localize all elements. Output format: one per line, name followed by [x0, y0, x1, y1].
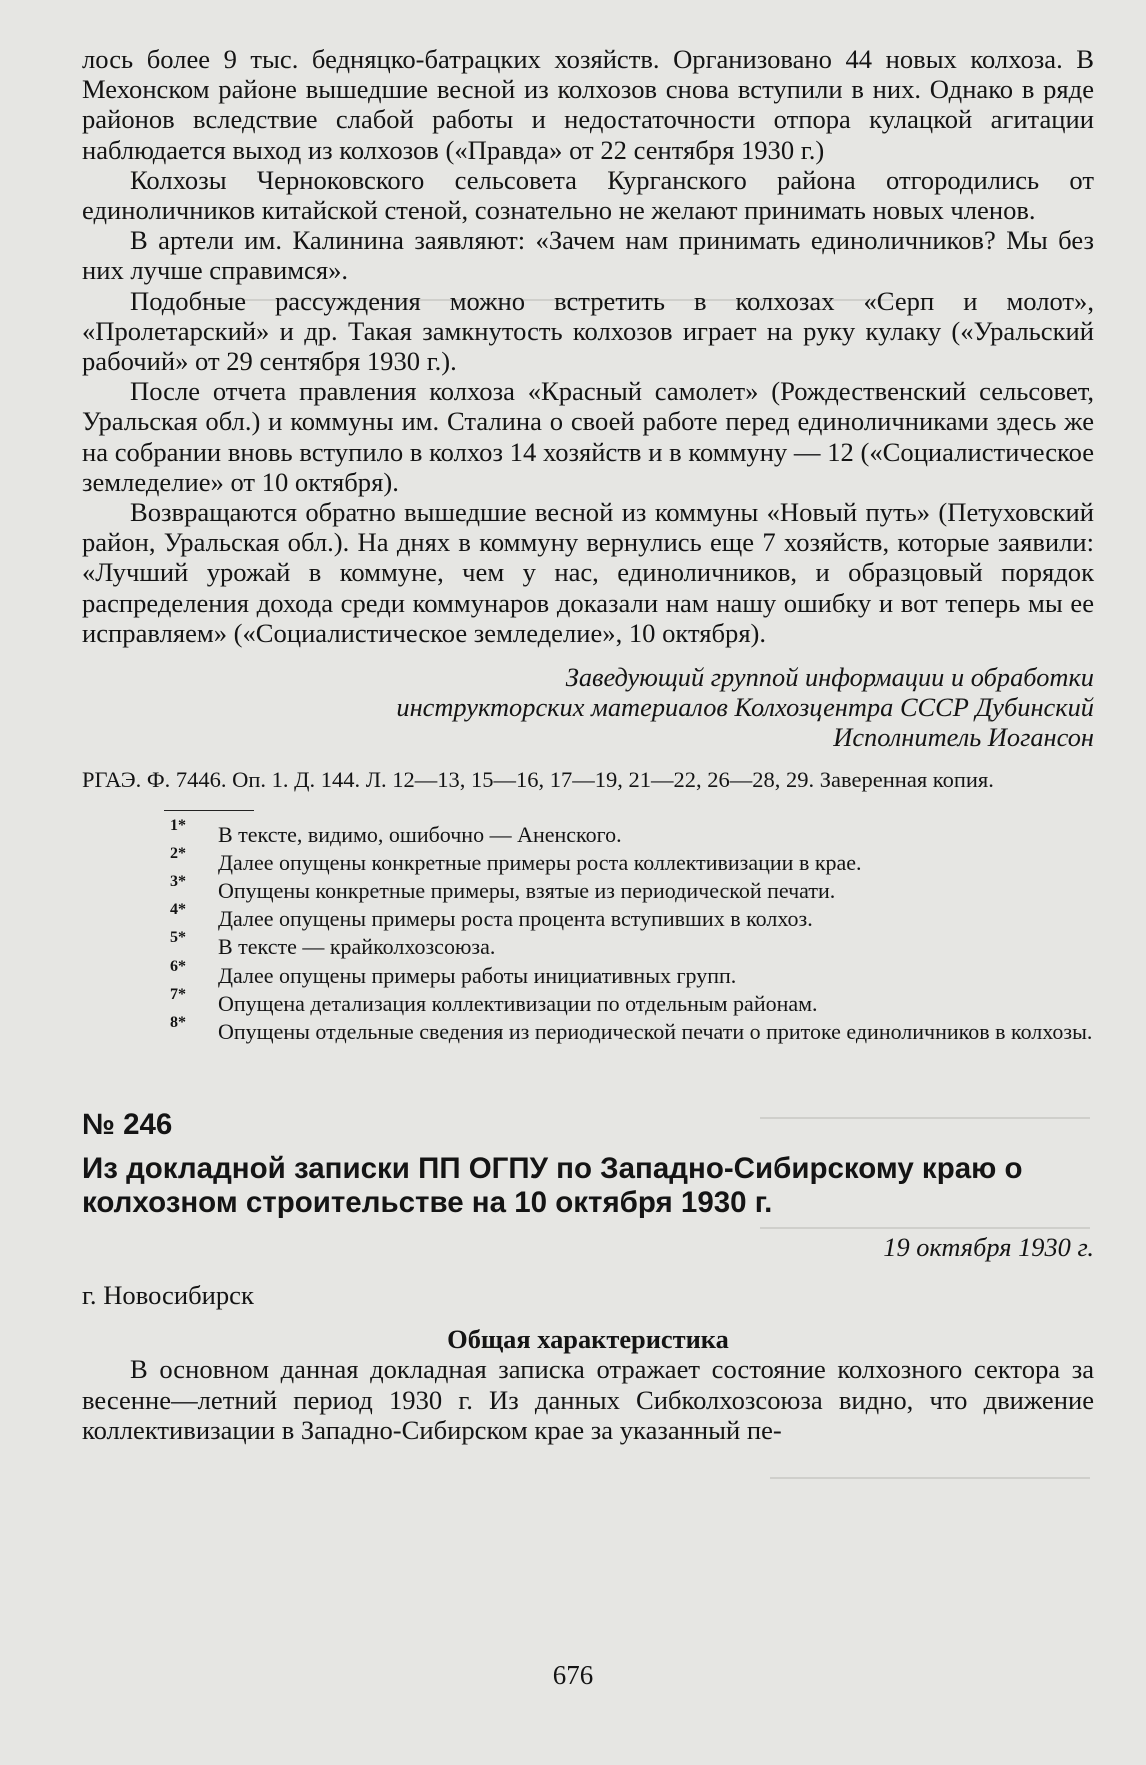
body-paragraph: Колхозы Черноковского сельсовета Курганского района отгородились от единоличников китайской стеной, сознательно не желают принимать новых членов. — [82, 164, 1094, 226]
footnote — [170, 844, 1094, 877]
body-paragraph: В основном данная докладная записка отражает состояние колхозного сектора за весенне—летний период 1930 г. Из данных Сибколхозсоюза видно, что движение коллективизации в Западно-Сибирском крае за указанный пе- — [82, 1354, 1094, 1445]
footnote-mark: 5* — [170, 929, 186, 947]
footnote-text: Далее опущены примеры работы инициативных групп. — [218, 962, 737, 988]
document-date: 19 октября 1930 г. — [883, 1232, 1094, 1263]
signature-line: инструкторских материалов Колхозцентра СССР Дубинский — [396, 692, 1094, 723]
footnotes — [82, 816, 1094, 1047]
document-title: Из докладной записки ПП ОГПУ по Западно-Сибирскому краю о колхозном строительстве на 10 октября 1930 г. — [82, 1152, 1023, 1220]
body-paragraph: Подобные рассуждения можно встретить в колхозах «Серп и молот», «Пролетарский» и др. Такая замкнутость колхозов играет на руку кулаку («Уральский рабочий» от 29 сентября 1930 г.). — [82, 285, 1094, 377]
footnote — [170, 985, 1094, 1018]
footnote-mark: 7* — [170, 985, 186, 1003]
footnote-mark: 1* — [170, 816, 186, 834]
footnote-mark: 3* — [170, 873, 186, 891]
footnote-text: Далее опущены примеры роста процента вступивших в колхоз. — [218, 906, 813, 932]
footnote — [170, 1014, 1094, 1046]
footnote-text: Опущена детализация коллективизации по отдельным районам. — [218, 990, 818, 1016]
footnote-mark: 8* — [170, 1014, 186, 1032]
footnote-mark: 2* — [170, 844, 186, 862]
footnote-mark: 4* — [170, 901, 186, 919]
document-number: № 246 — [82, 1108, 173, 1142]
signature-block — [82, 662, 1094, 753]
footnote-divider — [164, 810, 254, 811]
footnote-text: Далее опущены конкретные примеры роста коллективизации в крае. — [218, 849, 862, 875]
document-place: г. Новосибирск — [82, 1280, 254, 1311]
archive-reference: РГАЭ. Ф. 7446. Оп. 1. Д. 144. Л. 12—13, 15—16, 17—19, 21—22, 26—28, 29. Заверенная копия. — [82, 766, 994, 792]
page-content — [82, 44, 1094, 1445]
footnote-text: Опущены отдельные сведения из периодической печати о притоке единоличников в колхозы. — [218, 1019, 1093, 1045]
body-paragraph: В артели им. Калинина заявляют: «Зачем нам принимать единоличников? Мы без них лучше справимся». — [82, 225, 1094, 286]
page-number: 676 — [552, 1660, 594, 1690]
footnote — [170, 929, 1094, 961]
body-paragraph: лось более 9 тыс. бедняцко-батрацких хозяйств. Организовано 44 новых колхоза. В Мехонском районе вышедшие весной из колхозов снова вступили в них. Однако в ряде районов вследствие слабой работы и недостаточности отпора кулацкой агитации наблюдается выход из колхозов («Правда» от 22 сентября 1930 г.) — [82, 44, 1094, 165]
body-paragraph: Возвращаются обратно вышедшие весной из коммуны «Новый путь» (Петуховский район, Уральская обл.). На днях в коммуну вернулись еще 7 хозяйств, которые заявили: «Лучший урожай в коммуне, чем у нас, единоличников, и образцовый порядок распределения дохода среди коммунаров доказали нам нашу ошибку и вот теперь мы ее исправляем» («Социалистическое земледелие», 10 октября). — [82, 497, 1094, 648]
footnote — [170, 816, 1094, 849]
signature-line: Исполнитель Иогансон — [833, 722, 1094, 753]
footnote — [170, 873, 1094, 905]
signature-line: Заведующий группой информации и обработки — [565, 662, 1094, 693]
body-paragraph: После отчета правления колхоза «Красный самолет» (Рождественский сельсовет, Уральская обл.) и коммуны им. Сталина о своей работе перед единоличниками здесь же на собрании вновь вступило в колхоз 14 хозяйств и в коммуну — 12 («Социалистическое земледелие» от 10 октября). — [82, 376, 1094, 497]
footnote-mark: 6* — [170, 957, 186, 975]
section-heading: Общая характеристика — [447, 1324, 729, 1355]
footnote-text: В тексте, видимо, ошибочно — Аненского. — [218, 821, 622, 847]
footnote — [170, 957, 1094, 990]
footnote-text: Опущены конкретные примеры, взятые из периодической печати. — [218, 878, 836, 904]
footnote — [170, 901, 1094, 933]
footnote-text: В тексте — крайколхозсоюза. — [218, 934, 496, 960]
document-body-continuation — [82, 44, 1094, 648]
